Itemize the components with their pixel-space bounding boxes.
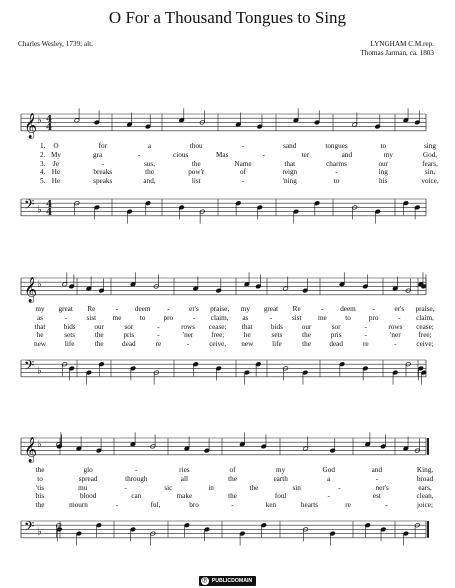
lyric-syllable: praise,: [415, 305, 435, 313]
author-credit: Charles Wesley, 1739; alt.: [18, 40, 93, 48]
lyric-syllable: for: [98, 142, 107, 150]
lyric-syllable: rows: [388, 322, 403, 331]
lyric-syllable: me: [112, 313, 122, 322]
lyric-syllable: -: [375, 474, 379, 483]
lyric-syllable: the: [228, 492, 237, 501]
lyric-syllable: He: [51, 177, 61, 186]
lyric-syllable: life: [272, 340, 282, 349]
lyric-syllable: Re: [292, 305, 301, 313]
svg-text:♭: ♭: [37, 279, 42, 291]
lyric-syllable: speaks: [93, 177, 113, 186]
verse-number: 1.: [40, 142, 46, 150]
lyric-syllable: the: [35, 466, 45, 474]
lyric-syllable: the: [191, 159, 201, 168]
lyric-syllable: the: [302, 340, 311, 349]
lyric-syllable: pow'r: [188, 168, 205, 177]
lyric-syllable: and: [341, 150, 353, 159]
lyric-syllable: 'ning: [282, 177, 297, 186]
lyric-syllable: -: [269, 313, 273, 322]
lyric-syllable: foul: [274, 492, 287, 501]
lyric-syllable: -: [364, 331, 367, 340]
lyric-syllable: cease;: [416, 322, 434, 331]
lyric-syllable: Re: [87, 305, 96, 313]
footer: [0, 569, 455, 587]
lyric-syllable: er's: [189, 305, 199, 313]
lyric-syllable: -: [124, 483, 127, 492]
lyric-syllable: my: [240, 305, 250, 313]
verse-number: 5.: [40, 177, 46, 186]
lyric-syllable: sor: [124, 322, 134, 331]
lyric-syllable: of: [229, 466, 236, 474]
lyric-syllable: My: [51, 150, 61, 159]
lyric-syllable: dead: [122, 340, 136, 349]
lyric-syllable: -: [372, 305, 375, 313]
lyric-syllable: blood: [79, 492, 97, 501]
lyric-syllable: to: [380, 142, 387, 150]
lyric-syllable: spread: [78, 474, 98, 483]
svg-text:𝄢: 𝄢: [24, 196, 35, 216]
lyric-syllable: reign: [282, 168, 298, 177]
svg-text:𝄢: 𝄢: [24, 518, 35, 538]
lyric-syllable: -: [135, 466, 138, 474]
lyric-syllable: re: [345, 501, 351, 510]
lyric-syllable: 'ner: [390, 331, 401, 340]
lyric-syllable: sic: [164, 483, 173, 492]
lyric-syllable: claim,: [210, 313, 229, 322]
lyric-syllable: sand: [283, 142, 297, 150]
lyric-syllable: -: [241, 177, 245, 186]
lyric-syllable: est: [372, 492, 381, 501]
lyric-syllable: to: [139, 313, 146, 322]
lyric-syllable: -: [385, 501, 388, 510]
lyric-syllable: -: [115, 305, 119, 313]
lyric-syllable: free;: [418, 331, 432, 340]
lyric-syllable: -: [335, 168, 338, 177]
bass-staff-system-1: [0, 193, 455, 225]
lyric-syllable: his: [379, 177, 388, 186]
treble-staff-system-1: [0, 108, 455, 140]
svg-text:𝄞: 𝄞: [24, 277, 38, 303]
lyric-syllable: sist: [86, 313, 97, 322]
verse-number: 3.: [40, 159, 46, 168]
lyric-syllable: pris: [123, 331, 135, 340]
lyric-syllable: sor: [331, 322, 341, 331]
lyric-syllable: new: [34, 340, 46, 349]
lyric-syllable: my: [383, 150, 394, 159]
lyric-syllable: tongues: [325, 142, 348, 150]
svg-text:𝄞: 𝄞: [24, 113, 38, 139]
lyric-syllable: the: [145, 168, 154, 177]
tune-credit: [360, 40, 434, 58]
lyric-syllable: sing: [424, 142, 436, 150]
lyric-syllable: -: [101, 159, 104, 168]
lyric-syllable: He: [51, 168, 61, 177]
lyric-syllable: the: [249, 483, 259, 492]
lyric-syllable: -: [241, 142, 245, 150]
lyric-syllable: our: [94, 322, 105, 331]
lyric-syllable: ceive,: [209, 340, 227, 349]
hymn-title: O For a Thousand Tongues to Sing: [108, 8, 347, 27]
lyric-syllable: my: [35, 305, 45, 313]
lyric-syllable: -: [192, 313, 196, 322]
lyric-syllable: O: [53, 142, 59, 150]
treble-staff-system-2: [0, 272, 455, 304]
lyric-syllable: a: [327, 474, 331, 483]
lyric-syllable: breaks: [93, 168, 113, 177]
composer: Thomas Jarman, ca. 1803: [360, 49, 434, 57]
lyric-syllable: he: [243, 331, 251, 340]
lyric-syllable: deem: [340, 305, 356, 313]
lyric-syllable: ter: [301, 150, 310, 159]
lyric-syllable: make: [176, 492, 193, 501]
svg-text:♭: ♭: [37, 439, 42, 451]
lyric-syllable: -: [157, 331, 160, 340]
lyric-syllable: sus,: [144, 159, 155, 168]
lyric-syllable: claim,: [416, 313, 434, 322]
tune-name: LYNGHAM C.M.rep.: [370, 40, 434, 48]
lyric-syllable: ner's: [375, 483, 389, 492]
lyric-syllable: pro: [163, 313, 174, 322]
lyric-syllable: ing: [378, 168, 388, 177]
lyric-syllable: er's: [394, 305, 405, 313]
lyric-syllable: Mas: [216, 150, 229, 159]
lyric-syllable: cious: [173, 150, 189, 159]
svg-text:♭: ♭: [37, 115, 42, 127]
lyric-syllable: broad: [416, 474, 434, 483]
lyric-syllable: 'tis: [35, 483, 45, 492]
lyric-syllable: God,: [422, 150, 438, 159]
lyric-syllable: mourn: [69, 501, 88, 510]
lyric-syllable: ken: [265, 501, 277, 510]
lyric-syllable: the: [228, 474, 237, 483]
lyric-syllable: Name: [234, 159, 252, 168]
public-domain-icon: Ⓟ: [202, 578, 208, 584]
lyric-syllable: free;: [211, 331, 225, 340]
lyric-syllable: -: [167, 305, 170, 313]
lyric-syllable: glo: [83, 466, 93, 474]
verse-number: 2.: [40, 150, 46, 159]
svg-text:𝄞: 𝄞: [24, 437, 38, 463]
lyric-syllable: ceive;: [416, 340, 434, 349]
lyric-syllable: his: [35, 492, 45, 501]
svg-text:4: 4: [46, 199, 53, 210]
svg-text:♭: ♭: [37, 365, 42, 377]
lyric-syllable: life: [64, 340, 75, 349]
lyric-syllable: he: [36, 331, 44, 340]
lyric-syllable: -: [338, 483, 341, 492]
lyric-syllable: list: [191, 177, 201, 186]
lyric-syllable: bids: [270, 322, 283, 331]
lyric-syllable: bids: [63, 322, 76, 331]
lyric-syllable: -: [394, 340, 397, 349]
lyric-syllable: ears,: [418, 483, 432, 492]
lyric-syllable: to: [345, 313, 351, 322]
lyric-syllable: sets: [64, 331, 75, 340]
lyric-syllable: Je: [53, 159, 59, 168]
svg-text:4: 4: [46, 122, 53, 133]
lyric-syllable: in: [208, 483, 214, 492]
treble-staff-system-3: [0, 432, 455, 464]
svg-text:♭: ♭: [37, 526, 42, 538]
lyric-syllable: re: [155, 340, 162, 349]
svg-text:4: 4: [46, 114, 53, 125]
lyric-syllable: -: [262, 150, 265, 159]
lyric-syllable: mu: [78, 483, 88, 492]
lyric-syllable: gra: [92, 150, 103, 159]
lyric-syllable: -: [231, 501, 234, 510]
lyric-syllable: to: [37, 474, 43, 483]
lyric-syllable: through: [125, 474, 148, 483]
lyric-syllable: that: [34, 322, 46, 331]
lyric-syllable: our: [301, 322, 312, 331]
lyric-syllable: as: [242, 313, 249, 322]
lyric-syllable: hearts: [300, 501, 319, 510]
lyric-syllable: clean,: [416, 492, 434, 501]
lyric-syllable: -: [186, 340, 190, 349]
bass-staff-system-2: [0, 354, 455, 386]
lyric-syllable: the: [94, 340, 104, 349]
public-domain-badge[interactable]: [199, 576, 256, 586]
svg-text:4: 4: [46, 207, 53, 218]
lyric-syllable: sist: [291, 313, 302, 322]
lyric-syllable: bro: [189, 501, 199, 510]
svg-text:♭: ♭: [37, 204, 42, 216]
lyric-syllable: and: [371, 466, 383, 474]
lyric-syllable: ful,: [150, 501, 161, 510]
svg-text:𝄢: 𝄢: [24, 357, 35, 377]
bass-staff-system-3: [0, 515, 455, 547]
lyric-syllable: to: [333, 177, 340, 186]
lyric-syllable: of: [240, 168, 246, 177]
lyric-syllable: sets: [271, 331, 283, 340]
lyric-syllable: our: [378, 159, 389, 168]
lyric-syllable: that: [284, 159, 296, 168]
lyric-syllable: -: [398, 313, 401, 322]
lyric-syllable: -: [157, 322, 160, 331]
lyric-syllable: can: [131, 492, 142, 501]
lyric-syllable: the: [94, 331, 104, 340]
lyric-syllable: a: [147, 142, 152, 150]
lyric-syllable: me: [317, 313, 327, 322]
lyric-syllable: great: [58, 305, 73, 313]
lyric-syllable: deem: [134, 305, 151, 313]
lyric-syllable: joice;: [417, 501, 433, 510]
lyric-syllable: -: [64, 313, 67, 322]
lyric-syllable: -: [115, 501, 119, 510]
lyric-syllable: voice,: [421, 177, 439, 186]
lyric-syllable: -: [364, 322, 367, 331]
lyric-syllable: as: [37, 313, 43, 322]
lyric-syllable: dead: [329, 340, 343, 349]
lyric-syllable: new: [241, 340, 254, 349]
lyric-syllable: God: [322, 466, 335, 474]
lyric-syllable: sin,: [424, 168, 436, 177]
lyric-syllable: the: [35, 501, 45, 510]
lyric-syllable: charms: [326, 159, 347, 168]
lyric-syllable: -: [137, 150, 141, 159]
lyric-syllable: pris: [330, 331, 342, 340]
lyric-syllable: thou: [189, 142, 203, 150]
lyric-syllable: great: [263, 305, 279, 313]
footer-label: PUBLICDOMAIN: [211, 578, 253, 584]
lyric-syllable: -: [327, 492, 330, 501]
lyric-syllable: sin: [292, 483, 301, 492]
lyric-syllable: 'ner: [182, 331, 194, 340]
lyric-syllable: the: [302, 331, 311, 340]
lyric-syllable: earth: [273, 474, 288, 483]
lyric-syllable: rows: [181, 322, 196, 331]
lyric-syllable: ries: [179, 466, 190, 474]
lyric-syllable: -: [321, 305, 324, 313]
lyric-syllable: all: [180, 474, 188, 483]
lyric-syllable: and,: [143, 177, 156, 186]
lyric-syllable: pro: [368, 313, 379, 322]
lyric-syllable: that: [241, 322, 253, 331]
lyric-syllable: King,: [416, 466, 434, 474]
lyric-syllable: praise,: [210, 305, 230, 313]
lyric-syllable: fears,: [422, 159, 438, 168]
verse-number: 4.: [40, 168, 46, 177]
lyric-syllable: my: [276, 466, 286, 474]
lyric-syllable: re: [362, 340, 369, 349]
lyric-syllable: cease;: [208, 322, 227, 331]
